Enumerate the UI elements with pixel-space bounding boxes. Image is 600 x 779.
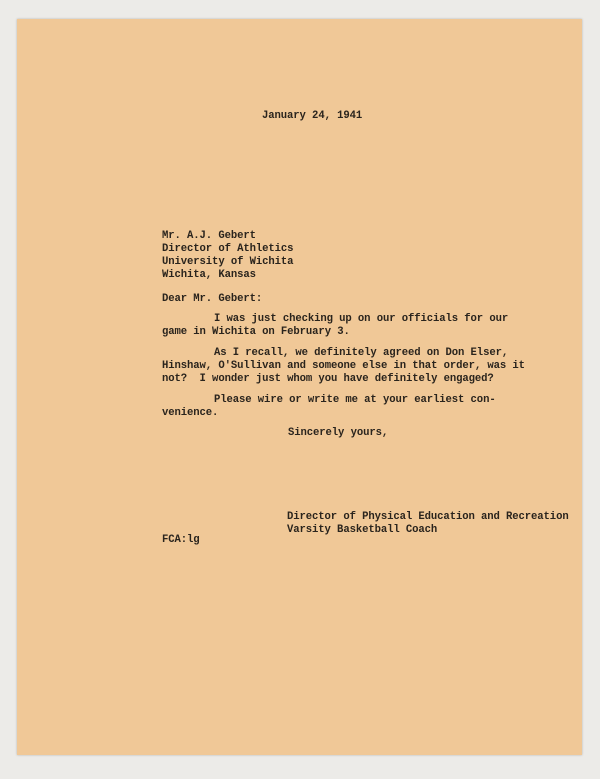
reference-initials: FCA:lg [162, 534, 200, 546]
recipient-org: University of Wichita [162, 256, 294, 268]
recipient-name: Mr. A.J. Gebert [162, 230, 256, 242]
paragraph-1-line-1: I was just checking up on our officials for our [214, 313, 509, 325]
paragraph-1-line-2: game in Wichita on February 3. [162, 326, 350, 338]
letter-page [17, 19, 582, 755]
letter-date: January 24, 1941 [262, 110, 363, 122]
recipient-location: Wichita, Kansas [162, 269, 256, 281]
closing: Sincerely yours, [288, 427, 389, 439]
signature-title-2: Varsity Basketball Coach [287, 524, 438, 536]
paragraph-3-line-2: venience. [162, 407, 219, 419]
signature-title-1: Director of Physical Education and Recreation [287, 511, 569, 523]
paragraph-3-line-1: Please wire or write me at your earliest con- [214, 394, 496, 406]
salutation: Dear Mr. Gebert: [162, 293, 263, 305]
paragraph-2-line-3: not? I wonder just whom you have definitely engaged? [162, 373, 494, 385]
recipient-title: Director of Athletics [162, 243, 294, 255]
paragraph-2-line-2: Hinshaw, O'Sullivan and someone else in that order, was it [162, 360, 525, 372]
paragraph-2-line-1: As I recall, we definitely agreed on Don Elser, [214, 347, 509, 359]
